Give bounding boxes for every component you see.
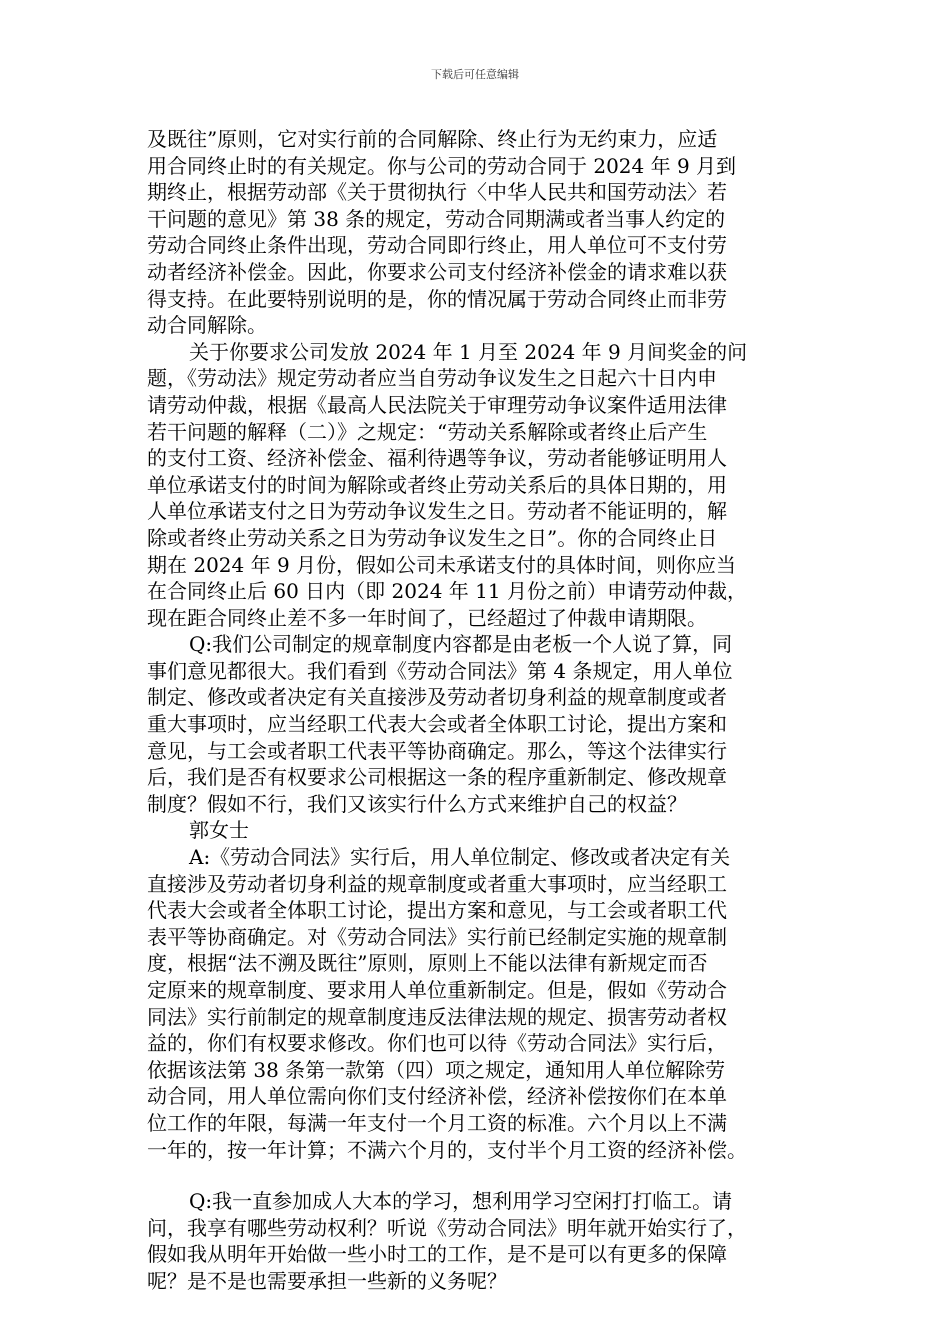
text-line: 动合同解除。 <box>147 313 267 338</box>
text-line: 及既往”原则，它对实行前的合同解除、终止行为无约束力，应适 <box>147 127 718 151</box>
text-line: 单位承诺支付的时间为解除或者终止劳动关系后的具体日期的，用 <box>147 472 727 497</box>
text-line: 同法》实行前制定的规章制度违反法律法规的规定、损害劳动者权 <box>147 1004 727 1029</box>
text-line: 郭女士 <box>189 818 249 843</box>
text-line: 期在 2024 年 9 月份，假如公司未承诺支付的具体时间，则你应当 <box>147 552 737 577</box>
text-line: 动合同，用人单位需向你们支付经济补偿，经济补偿按你们在本单 <box>147 1084 727 1109</box>
text-line: 的支付工资、经济补偿金、福利待遇等争议，劳动者能够证明用人 <box>147 446 727 471</box>
paragraph <box>147 126 807 339</box>
paragraph-gap <box>147 1163 807 1188</box>
text-line: 用合同终止时的有关规定。你与公司的劳动合同于 2024 年 9 月到 <box>147 153 737 178</box>
text-line: 动者经济补偿金。因此，你要求公司支付经济补偿金的请求难以获 <box>147 259 727 284</box>
text-line: Q:我一直参加成人大本的学习，想利用学习空闲打打临工。请 <box>189 1189 733 1214</box>
text-line: 除或者终止劳动关系之日为劳动争议发生之日”。你的合同终止日 <box>147 525 718 550</box>
text-line: 期终止，根据劳动部《关于贯彻执行〈中华人民共和国劳动法〉若 <box>147 180 727 205</box>
text-line: 劳动合同终止条件出现，劳动合同即行终止，用人单位可不支付劳 <box>147 233 727 258</box>
text-line: 问，我享有哪些劳动权利？听说《劳动合同法》明年就开始实行了， <box>147 1215 747 1240</box>
text-line: 人单位承诺支付之日为劳动争议发生之日。劳动者不能证明的，解 <box>147 499 727 524</box>
paragraph <box>147 339 807 632</box>
text-line: 若干问题的解释（二）》之规定：“劳动关系解除或者终止后产生 <box>147 419 708 444</box>
text-line: 直接涉及劳动者切身利益的规章制度或者重大事项时，应当经职工 <box>147 871 727 896</box>
text-line: 一年的，按一年计算；不满六个月的，支付半个月工资的经济补偿。 <box>147 1137 747 1162</box>
text-line: 定原来的规章制度、要求用人单位重新制定。但是，假如《劳动合 <box>147 978 727 1002</box>
paragraph <box>147 844 807 1163</box>
text-line: 表平等协商确定。对《劳动合同法》实行前已经制定实施的规章制 <box>147 924 727 949</box>
text-line: Q:我们公司制定的规章制度内容都是由老板一个人说了算，同 <box>189 632 733 657</box>
text-line: 假如我从明年开始做一些小时工的工作，是不是可以有更多的保障 <box>147 1242 727 1267</box>
text-line: 得支持。在此要特别说明的是，你的情况属于劳动合同终止而非劳 <box>147 286 727 311</box>
text-line: 依据该法第 38 条第一款第（四）项之规定，通知用人单位解除劳 <box>147 1057 726 1082</box>
document-body <box>147 126 807 1295</box>
text-line: 后，我们是否有权要求公司根据这一条的程序重新制定、修改规章 <box>147 765 727 790</box>
text-line: A:《劳动合同法》实行后，用人单位制定、修改或者决定有关 <box>189 845 731 870</box>
text-line: 位工作的年限，每满一年支付一个月工资的标准。六个月以上不满 <box>147 1110 727 1135</box>
text-line: 重大事项时，应当经职工代表大会或者全体职工讨论，提出方案和 <box>147 712 727 737</box>
text-line: 关于你要求公司发放 2024 年 1 月至 2024 年 9 月间奖金的问 <box>189 339 748 364</box>
text-line: 现在距合同终止差不多一年时间了，已经超过了仲裁申请期限。 <box>147 605 707 630</box>
text-line: 干问题的意见》第 38 条的规定，劳动合同期满或者当事人约定的 <box>147 206 726 231</box>
text-line: 代表大会或者全体职工讨论，提出方案和意见，与工会或者职工代 <box>147 898 727 923</box>
header-note: 下载后可任意编辑 <box>431 68 519 81</box>
paragraph <box>147 1188 807 1294</box>
text-line: 事们意见都很大。我们看到《劳动合同法》第 4 条规定，用人单位 <box>147 658 733 683</box>
text-line: 益的，你们有权要求修改。你们也可以待《劳动合同法》实行后， <box>147 1031 727 1056</box>
text-line: 度，根据“法不溯及既往”原则，原则上不能以法律有新规定而否 <box>147 951 708 976</box>
text-line: 制定、修改或者决定有关直接涉及劳动者切身利益的规章制度或者 <box>147 685 727 710</box>
text-line: 在合同终止后 60 日内（即 2024 年 11 月份之前）申请劳动仲裁， <box>147 579 747 604</box>
text-line: 意见，与工会或者职工代表平等协商确定。那么，等这个法律实行 <box>147 738 727 763</box>
paragraph <box>147 631 807 817</box>
text-line: 请劳动仲裁，根据《最高人民法院关于审理劳动争议案件适用法律 <box>147 392 727 417</box>
text-line: 制度？假如不行，我们又该实行什么方式来维护自己的权益？ <box>147 791 687 816</box>
paragraph <box>147 817 807 844</box>
text-line: 题，《劳动法》规定劳动者应当自劳动争议发生之日起六十日内申 <box>147 366 717 391</box>
text-line: 呢？是不是也需要承担一些新的义务呢？ <box>147 1268 507 1293</box>
